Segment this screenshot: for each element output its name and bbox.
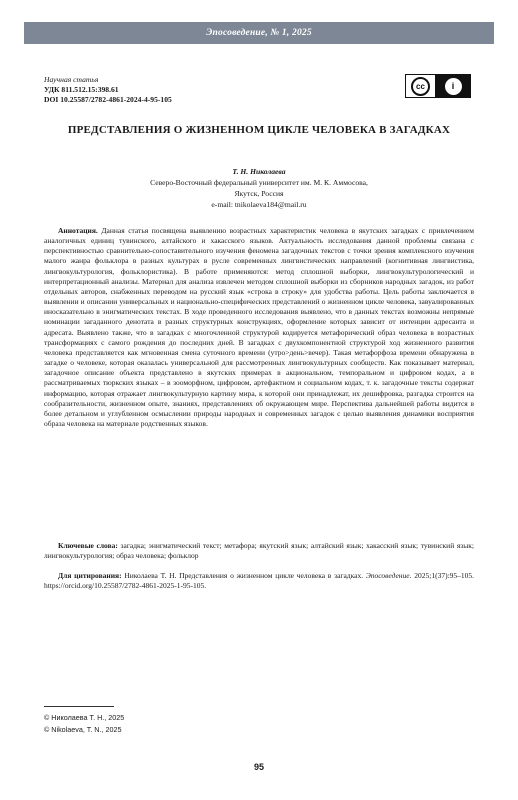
citation	[44, 571, 474, 591]
doi: DOI 10.25587/2782-4861-2024-4-95-105	[44, 95, 172, 105]
author-location: Якутск, Россия	[234, 189, 284, 198]
journal-name: Эпосоведение, № 1, 2025	[206, 28, 312, 38]
abstract-label: Аннотация.	[58, 226, 98, 235]
copyright-block	[44, 712, 124, 735]
author-name: Т. Н. Николаева	[232, 167, 286, 176]
citation-text: Николаева Т. Н. Представления о жизненном цикле человека в загадках.	[124, 571, 364, 580]
citation-label: Для цитирования:	[58, 571, 122, 580]
keywords	[44, 541, 474, 561]
abstract-text: Данная статья посвящена выявлению возрастных характеристик человека в якутских загадках с привлечением аналогичных единиц тувинского, алтайского и хакасского языков. Актуальность исследования данной проблемы связана с перспективностью сравнительно-сопоставительного изучения феномена загадочных текстов с точки зрения комплексного изучения малого жанра фольклора в разных культурах в русле современных лингвистических направлений (когнитивная лингвистика, лингвокультурология, фольклористика). В работе применяются: метод сплошной выборки, лингвокультурологический и интерпретационный анализы. Материал для анализа извлечен методом сплошной выборки из сборников народных загадок, из работ отдельных авторов, снабженных переводом на русский язык «строка в строку» для удобства работы. Цель работы заключается в выявлении и описании универсальных и национально-специфических представлений о жизненном цикле человека, завуалированных иносказательно в энигматических текстах. В ходе проведенного исследования выявлено, что в данных текстах возможны непрямые номинации загаданного денотата в разных структурных конструкциях, оформление которых зависит от интенции адресанта и адресата. Выявлено также, что в загадках с многочленной структурой кодируется метафорический образ человека в возрастных трансформациях с самого рождения до последних дней. В загадках с двухкомпонентной структурой ход жизненного развития человека представляется как мгновенная смена суточного времени (утро>день>вечер). Такая метафорфоза времени обнаружена в загадке о человеке, которая оказалась универсальной для рассмотренных лингвокультурных сообществ. Как показывает материал, загадочное описание объекта представлено в якутских примерах в акциональном, темпоральном и цифровом кодах, а в рассматриваемых тюркских языках – в зооморфном, цифровом, артефактном и социальном кодах, т. к. загадочные тексты содержат информацию, которая отражает лингвокультурную картину мира, к которой они принадлежат, их дешифровка, разгадка строится на сообразительности, жизненном опыте, знаниях, представлениях об окружающем мире. Перспектива дальнейшей работы видится в более детальном и углубленном осмыслении природы народных и современных загадок с целью выявления динамики восприятия образа человека на материале родственных языков.	[44, 226, 475, 428]
cc-by-license-badge	[405, 74, 471, 98]
keywords-label: Ключевые слова:	[58, 541, 118, 550]
page-number: 95	[253, 762, 264, 772]
by-logo	[436, 75, 470, 97]
copyright-ru: © Николаева Т. Н., 2025	[44, 713, 125, 722]
abstract	[44, 226, 474, 429]
article-title: ПРЕДСТАВЛЕНИЯ О ЖИЗНЕННОМ ЦИКЛЕ ЧЕЛОВЕКА В ЗАГАДКАХ	[67, 124, 451, 136]
citation-details: 2025;1(37):95–105. https://orcid.org/10.25587/2782-4861-2025-1-95-105.	[44, 571, 475, 591]
article-meta	[44, 75, 172, 106]
author-block	[60, 166, 458, 210]
udc-code: УДК 811.512.15:398.61	[44, 85, 119, 95]
citation-journal: Эпосоведение.	[365, 571, 412, 580]
author-email: e-mail: tnikolaeva184@mail.ru	[211, 200, 307, 209]
cc-logo	[406, 75, 436, 97]
attribution-icon: i	[445, 78, 462, 95]
footnote-divider	[44, 706, 114, 707]
author-affiliation: Северо-Восточный федеральный университет им. М. К. Аммосова,	[150, 178, 368, 187]
journal-header	[24, 22, 494, 44]
article-type: Научная статья	[44, 75, 99, 84]
copyright-en: © Nikolaeva, T. N., 2025	[44, 724, 122, 734]
keywords-text: загадка; энигматический текст; метафора; якутский язык; алтайский язык; хакасский язык; тувинский язык; лингвокультурология; образ человека; фольклор	[44, 541, 474, 561]
cc-icon: cc	[411, 77, 430, 96]
